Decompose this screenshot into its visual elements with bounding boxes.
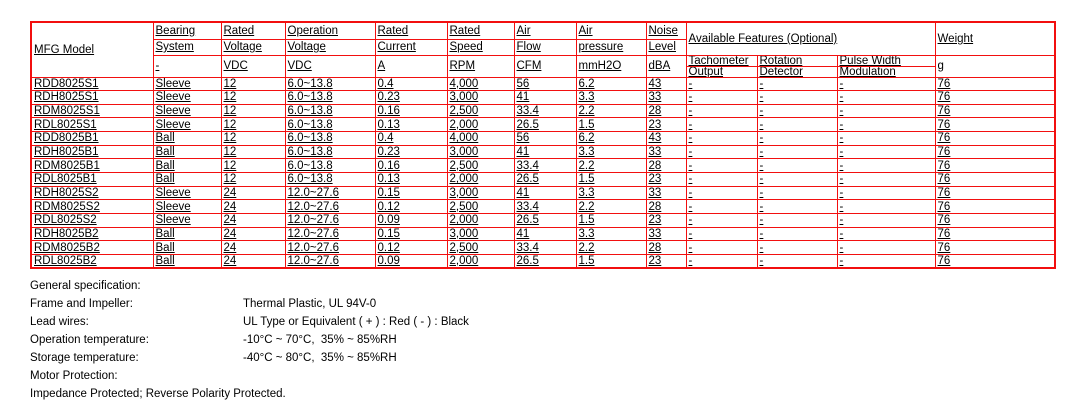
table-row [31, 132, 1055, 146]
cell-pwm: - [837, 200, 935, 214]
cell-pwm: - [837, 186, 935, 200]
cell-flow: 41 [514, 91, 576, 105]
cell-speed: 3,000 [447, 186, 514, 200]
spec-label: Storage temperature: [30, 352, 139, 364]
cell-op_voltage: 6.0~13.8 [285, 159, 375, 173]
cell-bearing: Sleeve [153, 77, 221, 91]
cell-current: 0.09 [375, 254, 447, 268]
header-weight: Weight [935, 22, 1055, 55]
spec-row-frame [30, 295, 730, 313]
cell-flow: 33.4 [514, 159, 576, 173]
cell-op_voltage: 6.0~13.8 [285, 118, 375, 132]
header-tachometer-line1: Tachometer [686, 55, 757, 66]
cell-rotation: - [757, 241, 837, 255]
cell-voltage: 12 [221, 145, 285, 159]
cell-tach: - [686, 145, 757, 159]
cell-bearing: Sleeve [153, 200, 221, 214]
cell-flow: 26.5 [514, 172, 576, 186]
cell-rotation: - [757, 91, 837, 105]
motor-protection-label: Motor Protection: [30, 370, 118, 382]
cell-voltage: 12 [221, 91, 285, 105]
cell-tach: - [686, 159, 757, 173]
table-row [31, 254, 1055, 268]
cell-voltage: 24 [221, 227, 285, 241]
cell-op_voltage: 6.0~13.8 [285, 104, 375, 118]
table-row [31, 77, 1055, 91]
cell-noise: 33 [646, 91, 686, 105]
cell-noise: 28 [646, 104, 686, 118]
cell-rotation: - [757, 227, 837, 241]
cell-noise: 23 [646, 172, 686, 186]
cell-model: RDL8025S1 [31, 118, 153, 132]
cell-rotation: - [757, 213, 837, 227]
cell-model: RDH8025S2 [31, 186, 153, 200]
cell-noise: 33 [646, 186, 686, 200]
cell-voltage: 24 [221, 213, 285, 227]
cell-model: RDM8025B2 [31, 241, 153, 255]
cell-flow: 33.4 [514, 241, 576, 255]
table-row [31, 213, 1055, 227]
cell-weight: 76 [935, 213, 1055, 227]
spec-row-motor-protection-value [30, 385, 730, 403]
cell-speed: 2,000 [447, 118, 514, 132]
cell-weight: 76 [935, 91, 1055, 105]
cell-speed: 3,000 [447, 145, 514, 159]
cell-speed: 2,000 [447, 213, 514, 227]
cell-model: RDH8025B1 [31, 145, 153, 159]
cell-weight: 76 [935, 145, 1055, 159]
cell-weight: 76 [935, 241, 1055, 255]
cell-noise: 23 [646, 254, 686, 268]
cell-model: RDM8025S1 [31, 104, 153, 118]
cell-pressure: 2.2 [576, 200, 646, 214]
cell-current: 0.23 [375, 91, 447, 105]
spec-row-lead-wires [30, 313, 730, 331]
cell-pressure: 3.3 [576, 91, 646, 105]
cell-op_voltage: 12.0~27.6 [285, 227, 375, 241]
table-row [31, 104, 1055, 118]
cell-tach: - [686, 241, 757, 255]
unit-bearing: - [153, 55, 221, 77]
cell-rotation: - [757, 254, 837, 268]
cell-weight: 76 [935, 254, 1055, 268]
cell-voltage: 24 [221, 241, 285, 255]
cell-flow: 33.4 [514, 200, 576, 214]
cell-rotation: - [757, 132, 837, 146]
header-rated-speed-line1: Rated [447, 22, 514, 39]
header-operation-voltage-line1: Operation [285, 22, 375, 39]
cell-speed: 2,500 [447, 241, 514, 255]
cell-flow: 41 [514, 186, 576, 200]
header-rated-current-line2: Current [375, 39, 447, 55]
cell-weight: 76 [935, 172, 1055, 186]
cell-voltage: 24 [221, 186, 285, 200]
cell-speed: 2,000 [447, 172, 514, 186]
header-mfg-model: MFG Model [31, 22, 153, 77]
cell-pressure: 3.3 [576, 186, 646, 200]
cell-weight: 76 [935, 186, 1055, 200]
cell-pressure: 3.3 [576, 227, 646, 241]
cell-pwm: - [837, 213, 935, 227]
cell-op_voltage: 6.0~13.8 [285, 91, 375, 105]
cell-op_voltage: 6.0~13.8 [285, 132, 375, 146]
cell-weight: 76 [935, 200, 1055, 214]
cell-noise: 28 [646, 159, 686, 173]
unit-weight: g [935, 55, 1055, 77]
cell-pwm: - [837, 241, 935, 255]
cell-voltage: 12 [221, 104, 285, 118]
cell-bearing: Ball [153, 132, 221, 146]
cell-current: 0.12 [375, 200, 447, 214]
cell-tach: - [686, 91, 757, 105]
cell-bearing: Ball [153, 241, 221, 255]
cell-current: 0.4 [375, 77, 447, 91]
cell-tach: - [686, 104, 757, 118]
cell-pwm: - [837, 172, 935, 186]
cell-flow: 41 [514, 145, 576, 159]
cell-speed: 3,000 [447, 91, 514, 105]
cell-rotation: - [757, 77, 837, 91]
cell-rotation: - [757, 200, 837, 214]
cell-op_voltage: 12.0~27.6 [285, 254, 375, 268]
cell-pressure: 1.5 [576, 254, 646, 268]
header-rotation-line2: Detector [757, 66, 837, 77]
cell-pressure: 1.5 [576, 213, 646, 227]
cell-pwm: - [837, 91, 935, 105]
cell-bearing: Ball [153, 227, 221, 241]
spec-row-operation-temperature [30, 331, 730, 349]
header-noise-level-line1: Noise [646, 22, 686, 39]
cell-rotation: - [757, 186, 837, 200]
cell-op_voltage: 12.0~27.6 [285, 241, 375, 255]
unit-noise-level: dBA [646, 55, 686, 77]
cell-model: RDH8025S1 [31, 91, 153, 105]
cell-voltage: 12 [221, 77, 285, 91]
cell-pressure: 1.5 [576, 172, 646, 186]
cell-bearing: Ball [153, 172, 221, 186]
cell-current: 0.15 [375, 227, 447, 241]
spec-value: -40°C ~ 80°C, 35% ~ 85%RH [243, 352, 397, 364]
cell-rotation: - [757, 159, 837, 173]
cell-current: 0.16 [375, 159, 447, 173]
cell-flow: 41 [514, 227, 576, 241]
cell-voltage: 12 [221, 159, 285, 173]
cell-noise: 33 [646, 145, 686, 159]
table-row [31, 186, 1055, 200]
table-header [31, 22, 1055, 77]
general-specification-title: General specification: [30, 280, 141, 292]
header-row-units [31, 55, 1055, 66]
header-row-1 [31, 22, 1055, 39]
cell-current: 0.13 [375, 172, 447, 186]
header-tachometer-line2: Output [686, 66, 757, 77]
header-rated-current-line1: Rated [375, 22, 447, 39]
header-operation-voltage-line2: Voltage [285, 39, 375, 55]
cell-tach: - [686, 118, 757, 132]
cell-flow: 26.5 [514, 118, 576, 132]
header-rotation-line1: Rotation [757, 55, 837, 66]
cell-model: RDD8025S1 [31, 77, 153, 91]
cell-op_voltage: 12.0~27.6 [285, 213, 375, 227]
fan-specification-table [30, 21, 1056, 269]
cell-flow: 26.5 [514, 254, 576, 268]
cell-voltage: 12 [221, 172, 285, 186]
header-air-flow-line2: Flow [514, 39, 576, 55]
motor-protection-value: Impedance Protected; Reverse Polarity Protected. [30, 388, 286, 400]
header-pwm-line2: Modulation [837, 66, 935, 77]
unit-rated-voltage: VDC [221, 55, 285, 77]
cell-pressure: 2.2 [576, 241, 646, 255]
cell-weight: 76 [935, 132, 1055, 146]
cell-bearing: Sleeve [153, 104, 221, 118]
spec-value: -10°C ~ 70°C, 35% ~ 85%RH [243, 334, 397, 346]
cell-model: RDL8025B1 [31, 172, 153, 186]
cell-weight: 76 [935, 77, 1055, 91]
cell-flow: 56 [514, 77, 576, 91]
cell-flow: 56 [514, 132, 576, 146]
cell-rotation: - [757, 104, 837, 118]
cell-speed: 3,000 [447, 227, 514, 241]
table-row [31, 159, 1055, 173]
cell-current: 0.12 [375, 241, 447, 255]
cell-flow: 33.4 [514, 104, 576, 118]
spec-title-row [30, 277, 730, 295]
spec-value: UL Type or Equivalent ( + ) : Red ( - ) : Black [243, 316, 469, 328]
table-row [31, 145, 1055, 159]
cell-tach: - [686, 200, 757, 214]
cell-pressure: 2.2 [576, 104, 646, 118]
cell-current: 0.16 [375, 104, 447, 118]
cell-tach: - [686, 213, 757, 227]
header-air-pressure-line2: pressure [576, 39, 646, 55]
cell-pressure: 6.2 [576, 77, 646, 91]
cell-speed: 2,000 [447, 254, 514, 268]
cell-noise: 43 [646, 77, 686, 91]
cell-op_voltage: 6.0~13.8 [285, 145, 375, 159]
cell-pwm: - [837, 254, 935, 268]
cell-op_voltage: 12.0~27.6 [285, 186, 375, 200]
cell-bearing: Ball [153, 159, 221, 173]
unit-air-pressure: mmH2O [576, 55, 646, 77]
cell-noise: 23 [646, 118, 686, 132]
table-row [31, 200, 1055, 214]
spec-row-motor-protection [30, 367, 730, 385]
spec-value: Thermal Plastic, UL 94V-0 [243, 298, 377, 310]
cell-current: 0.4 [375, 132, 447, 146]
header-rated-voltage-line2: Voltage [221, 39, 285, 55]
cell-weight: 76 [935, 159, 1055, 173]
header-pwm-line1: Pulse Width [837, 55, 935, 66]
cell-pressure: 6.2 [576, 132, 646, 146]
spec-row-storage-temperature [30, 349, 730, 367]
table-row [31, 241, 1055, 255]
cell-model: RDM8025S2 [31, 200, 153, 214]
spec-label: Frame and Impeller: [30, 298, 133, 310]
cell-bearing: Ball [153, 145, 221, 159]
header-noise-level-line2: Level [646, 39, 686, 55]
unit-operation-voltage: VDC [285, 55, 375, 77]
cell-current: 0.15 [375, 186, 447, 200]
cell-noise: 33 [646, 227, 686, 241]
cell-pwm: - [837, 145, 935, 159]
header-available-features-group: Available Features (Optional) [686, 22, 935, 55]
header-air-pressure-line1: Air [576, 22, 646, 39]
cell-weight: 76 [935, 118, 1055, 132]
cell-speed: 4,000 [447, 77, 514, 91]
general-specification-section [30, 277, 730, 403]
cell-pwm: - [837, 227, 935, 241]
header-bearing-line1: Bearing [153, 22, 221, 39]
unit-rated-current: A [375, 55, 447, 77]
table-row [31, 91, 1055, 105]
cell-model: RDL8025S2 [31, 213, 153, 227]
cell-tach: - [686, 186, 757, 200]
cell-op_voltage: 12.0~27.6 [285, 200, 375, 214]
cell-voltage: 12 [221, 118, 285, 132]
table-row [31, 227, 1055, 241]
header-rated-voltage-line1: Rated [221, 22, 285, 39]
cell-voltage: 12 [221, 132, 285, 146]
cell-tach: - [686, 132, 757, 146]
cell-flow: 26.5 [514, 213, 576, 227]
cell-noise: 43 [646, 132, 686, 146]
cell-op_voltage: 6.0~13.8 [285, 172, 375, 186]
cell-bearing: Sleeve [153, 186, 221, 200]
cell-weight: 76 [935, 104, 1055, 118]
header-air-flow-line1: Air [514, 22, 576, 39]
unit-rated-speed: RPM [447, 55, 514, 77]
cell-bearing: Sleeve [153, 118, 221, 132]
cell-current: 0.23 [375, 145, 447, 159]
cell-pwm: - [837, 104, 935, 118]
cell-tach: - [686, 254, 757, 268]
cell-tach: - [686, 227, 757, 241]
cell-current: 0.09 [375, 213, 447, 227]
cell-pwm: - [837, 77, 935, 91]
cell-speed: 2,500 [447, 104, 514, 118]
spec-label: Operation temperature: [30, 334, 149, 346]
cell-tach: - [686, 77, 757, 91]
cell-pressure: 3.3 [576, 145, 646, 159]
cell-voltage: 24 [221, 200, 285, 214]
cell-tach: - [686, 172, 757, 186]
header-rated-speed-line2: Speed [447, 39, 514, 55]
cell-weight: 76 [935, 227, 1055, 241]
cell-noise: 23 [646, 213, 686, 227]
header-bearing-line2: System [153, 39, 221, 55]
cell-pressure: 1.5 [576, 118, 646, 132]
cell-bearing: Sleeve [153, 91, 221, 105]
cell-op_voltage: 6.0~13.8 [285, 77, 375, 91]
cell-rotation: - [757, 118, 837, 132]
cell-model: RDM8025B1 [31, 159, 153, 173]
cell-noise: 28 [646, 200, 686, 214]
cell-bearing: Sleeve [153, 213, 221, 227]
cell-speed: 2,500 [447, 200, 514, 214]
cell-rotation: - [757, 172, 837, 186]
spec-label: Lead wires: [30, 316, 89, 328]
table-row [31, 118, 1055, 132]
cell-speed: 4,000 [447, 132, 514, 146]
table-body [31, 77, 1055, 268]
cell-current: 0.13 [375, 118, 447, 132]
cell-noise: 28 [646, 241, 686, 255]
cell-model: RDD8025B1 [31, 132, 153, 146]
cell-bearing: Ball [153, 254, 221, 268]
cell-pwm: - [837, 159, 935, 173]
table-row [31, 172, 1055, 186]
cell-model: RDH8025B2 [31, 227, 153, 241]
cell-pressure: 2.2 [576, 159, 646, 173]
cell-pwm: - [837, 118, 935, 132]
cell-rotation: - [757, 145, 837, 159]
cell-voltage: 24 [221, 254, 285, 268]
cell-model: RDL8025B2 [31, 254, 153, 268]
cell-speed: 2,500 [447, 159, 514, 173]
unit-air-flow: CFM [514, 55, 576, 77]
cell-pwm: - [837, 132, 935, 146]
